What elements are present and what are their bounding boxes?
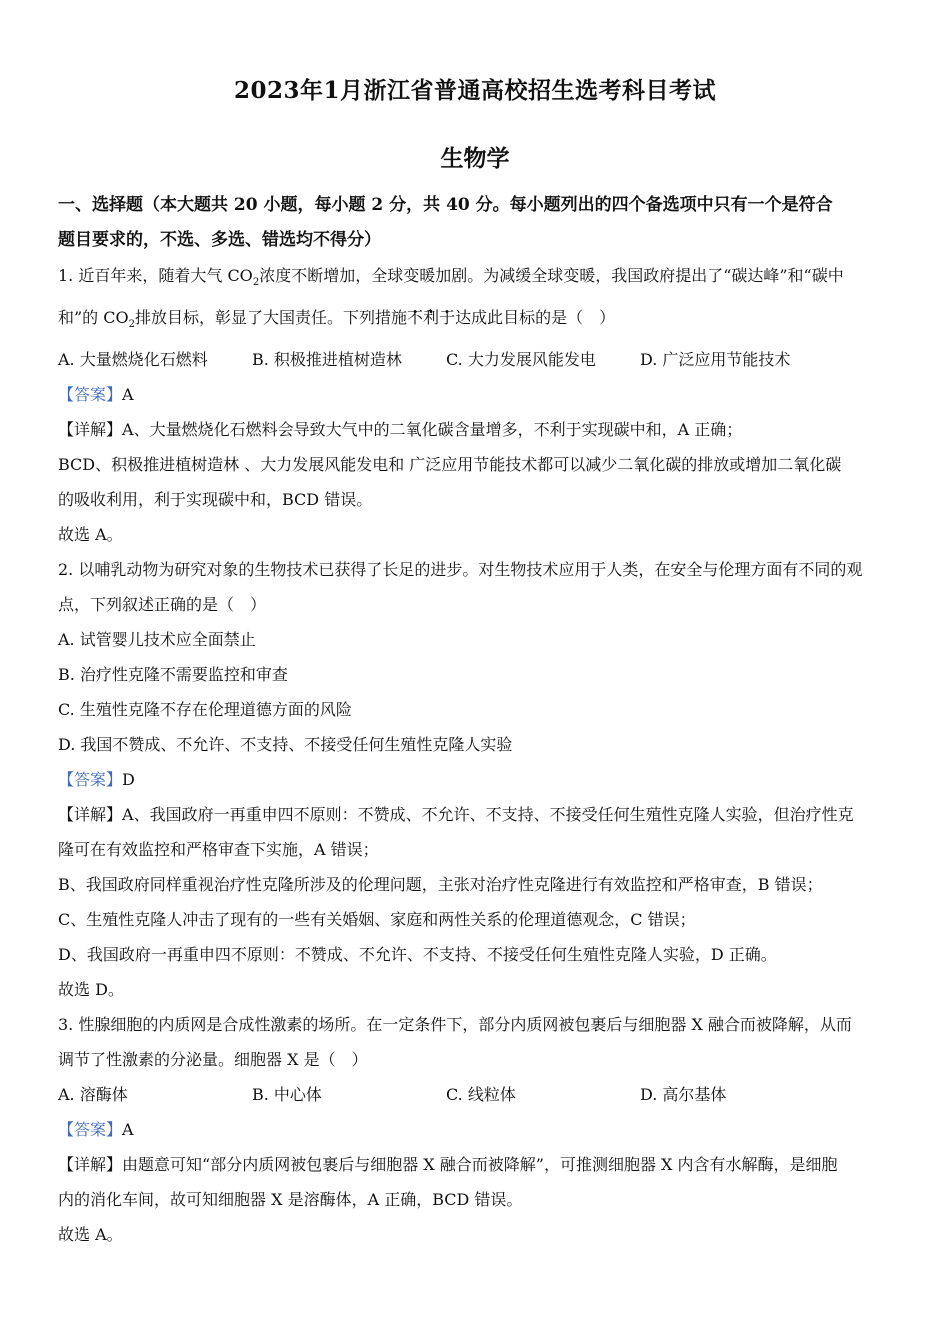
question-2-detail-line3: B、我国政府同样重视治疗性克隆所涉及的伦理问题，主张对治疗性克隆进行有效监控和严格审查，B 错误； (58, 875, 823, 895)
option-a: A. 试管婴儿技术应全面禁止 (58, 630, 256, 650)
option-d: D. 我国不赞成、不允许、不支持、不接受任何生殖性克隆人实验 (58, 735, 513, 755)
subject-title: 生物学 (440, 145, 510, 172)
question-2-conclusion: 故选 D。 (58, 980, 124, 1000)
question-2-detail-line1: 【详解】A、我国政府一再重申四不原则：不赞成、不允许、不支持、不接受任何生殖性克隆人实验，但治疗性克 (58, 805, 854, 825)
emphasis-char: 利 (423, 308, 440, 328)
option-a: A. 大量燃烧化石燃料 (58, 350, 208, 370)
question-3-stem-line2: 调节了性激素的分泌量。细胞器 X 是（ ） (58, 1050, 368, 1070)
option-c: C. 大力发展风能发电 (446, 350, 596, 370)
question-1-conclusion: 故选 A。 (58, 525, 123, 545)
question-1-detail-line3: 的吸收利用，利于实现碳中和，BCD 错误。 (58, 490, 373, 510)
detail-label: 【详解】 (58, 805, 123, 825)
option-b: B. 治疗性克隆不需要监控和审查 (58, 665, 288, 685)
option-a: A. 溶酶体 (58, 1085, 128, 1105)
detail-label: 【详解】 (58, 1155, 123, 1175)
question-1-answer: 【答案】A (58, 385, 134, 405)
question-2-stem-line2: 点，下列叙述正确的是（ ） (58, 595, 267, 615)
option-d: D. 高尔基体 (640, 1085, 727, 1105)
question-2-detail-line4: C、生殖性克隆人冲击了现有的一些有关婚姻、家庭和两性关系的伦理道德观念，C 错误； (58, 910, 696, 930)
question-2-detail-line5: D、我国政府一再重申四不原则：不赞成、不允许、不支持、不接受任何生殖性克隆人实验，D 正确。 (58, 945, 777, 965)
detail-label: 【详解】 (58, 420, 123, 440)
question-3-answer: 【答案】A (58, 1120, 134, 1140)
question-1-options (58, 342, 898, 377)
answer-label: 【答案】 (58, 1120, 123, 1140)
option-b: B. 中心体 (252, 1085, 322, 1105)
question-2-detail-line2: 隆可在有效监控和严格审查下实施，A 错误； (58, 840, 379, 860)
option-d: D. 广泛应用节能技术 (640, 350, 791, 370)
emphasis-char: 不 (407, 308, 424, 328)
question-3-detail-line2: 内的消化车间，故可知细胞器 X 是溶酶体，A 正确，BCD 错误。 (58, 1190, 523, 1210)
question-1-stem-line2: 和”的 $CO_2$排放目标，彰显了大国责任。下列措施不利于达成此目标的是（ ） (58, 308, 616, 331)
option-c: C. 线粒体 (446, 1085, 516, 1105)
answer-label: 【答案】 (58, 770, 123, 790)
question-3-options (58, 1077, 898, 1112)
question-3-stem-line1: 3. 性腺细胞的内质网是合成性激素的场所。在一定条件下，部分内质网被包裹后与细胞器 X 融合而被降解，从而 (58, 1015, 852, 1035)
question-2 (58, 552, 898, 1007)
question-1-stem-line1: 1. 近百年来，随着大气 $CO_2$浓度不断增加，全球变暖加剧。为减缓全球变暖，我国政府提出了“碳达峰”和“碳中 (58, 266, 844, 289)
question-2-answer: 【答案】D (58, 770, 135, 790)
question-3-conclusion: 故选 A。 (58, 1225, 123, 1245)
answer-label: 【答案】 (58, 385, 123, 405)
document-body (58, 188, 898, 1252)
question-1-detail-line1: 【详解】A、大量燃烧化石燃料会导致大气中的二氧化碳含量增多，不利于实现碳中和，A 正确； (58, 420, 743, 440)
question-2-stem-line1: 2. 以哺乳动物为研究对象的生物技术已获得了长足的进步。对生物技术应用于人类，在安全与伦理方面有不同的观 (58, 560, 863, 580)
question-3-detail-line1: 【详解】由题意可知“部分内质网被包裹后与细胞器 X 融合而被降解”，可推测细胞器 X 内含有水解酶，是细胞 (58, 1155, 838, 1175)
question-1 (58, 258, 898, 552)
exam-title: 2023年1月浙江省普通高校招生选考科目考试 (233, 77, 717, 104)
emphasis-char: 于 (439, 308, 456, 328)
question-1-detail-line2: BCD、积极推进植树造林 、大力发展风能发电和 广泛应用节能技术都可以减少二氧化碳的排放或增加二氧化碳 (58, 455, 842, 475)
section-heading: 一、选择题（本大题共 20 小题，每小题 2 分，共 40 分。每小题列出的四个备选项中只有一个是符合 题目要求的，不选、多选、错选均不得分） (58, 195, 833, 250)
question-3 (58, 1007, 898, 1252)
option-b: B. 积极推进植树造林 (252, 350, 402, 370)
option-c: C. 生殖性克隆不存在伦理道德方面的风险 (58, 700, 352, 720)
